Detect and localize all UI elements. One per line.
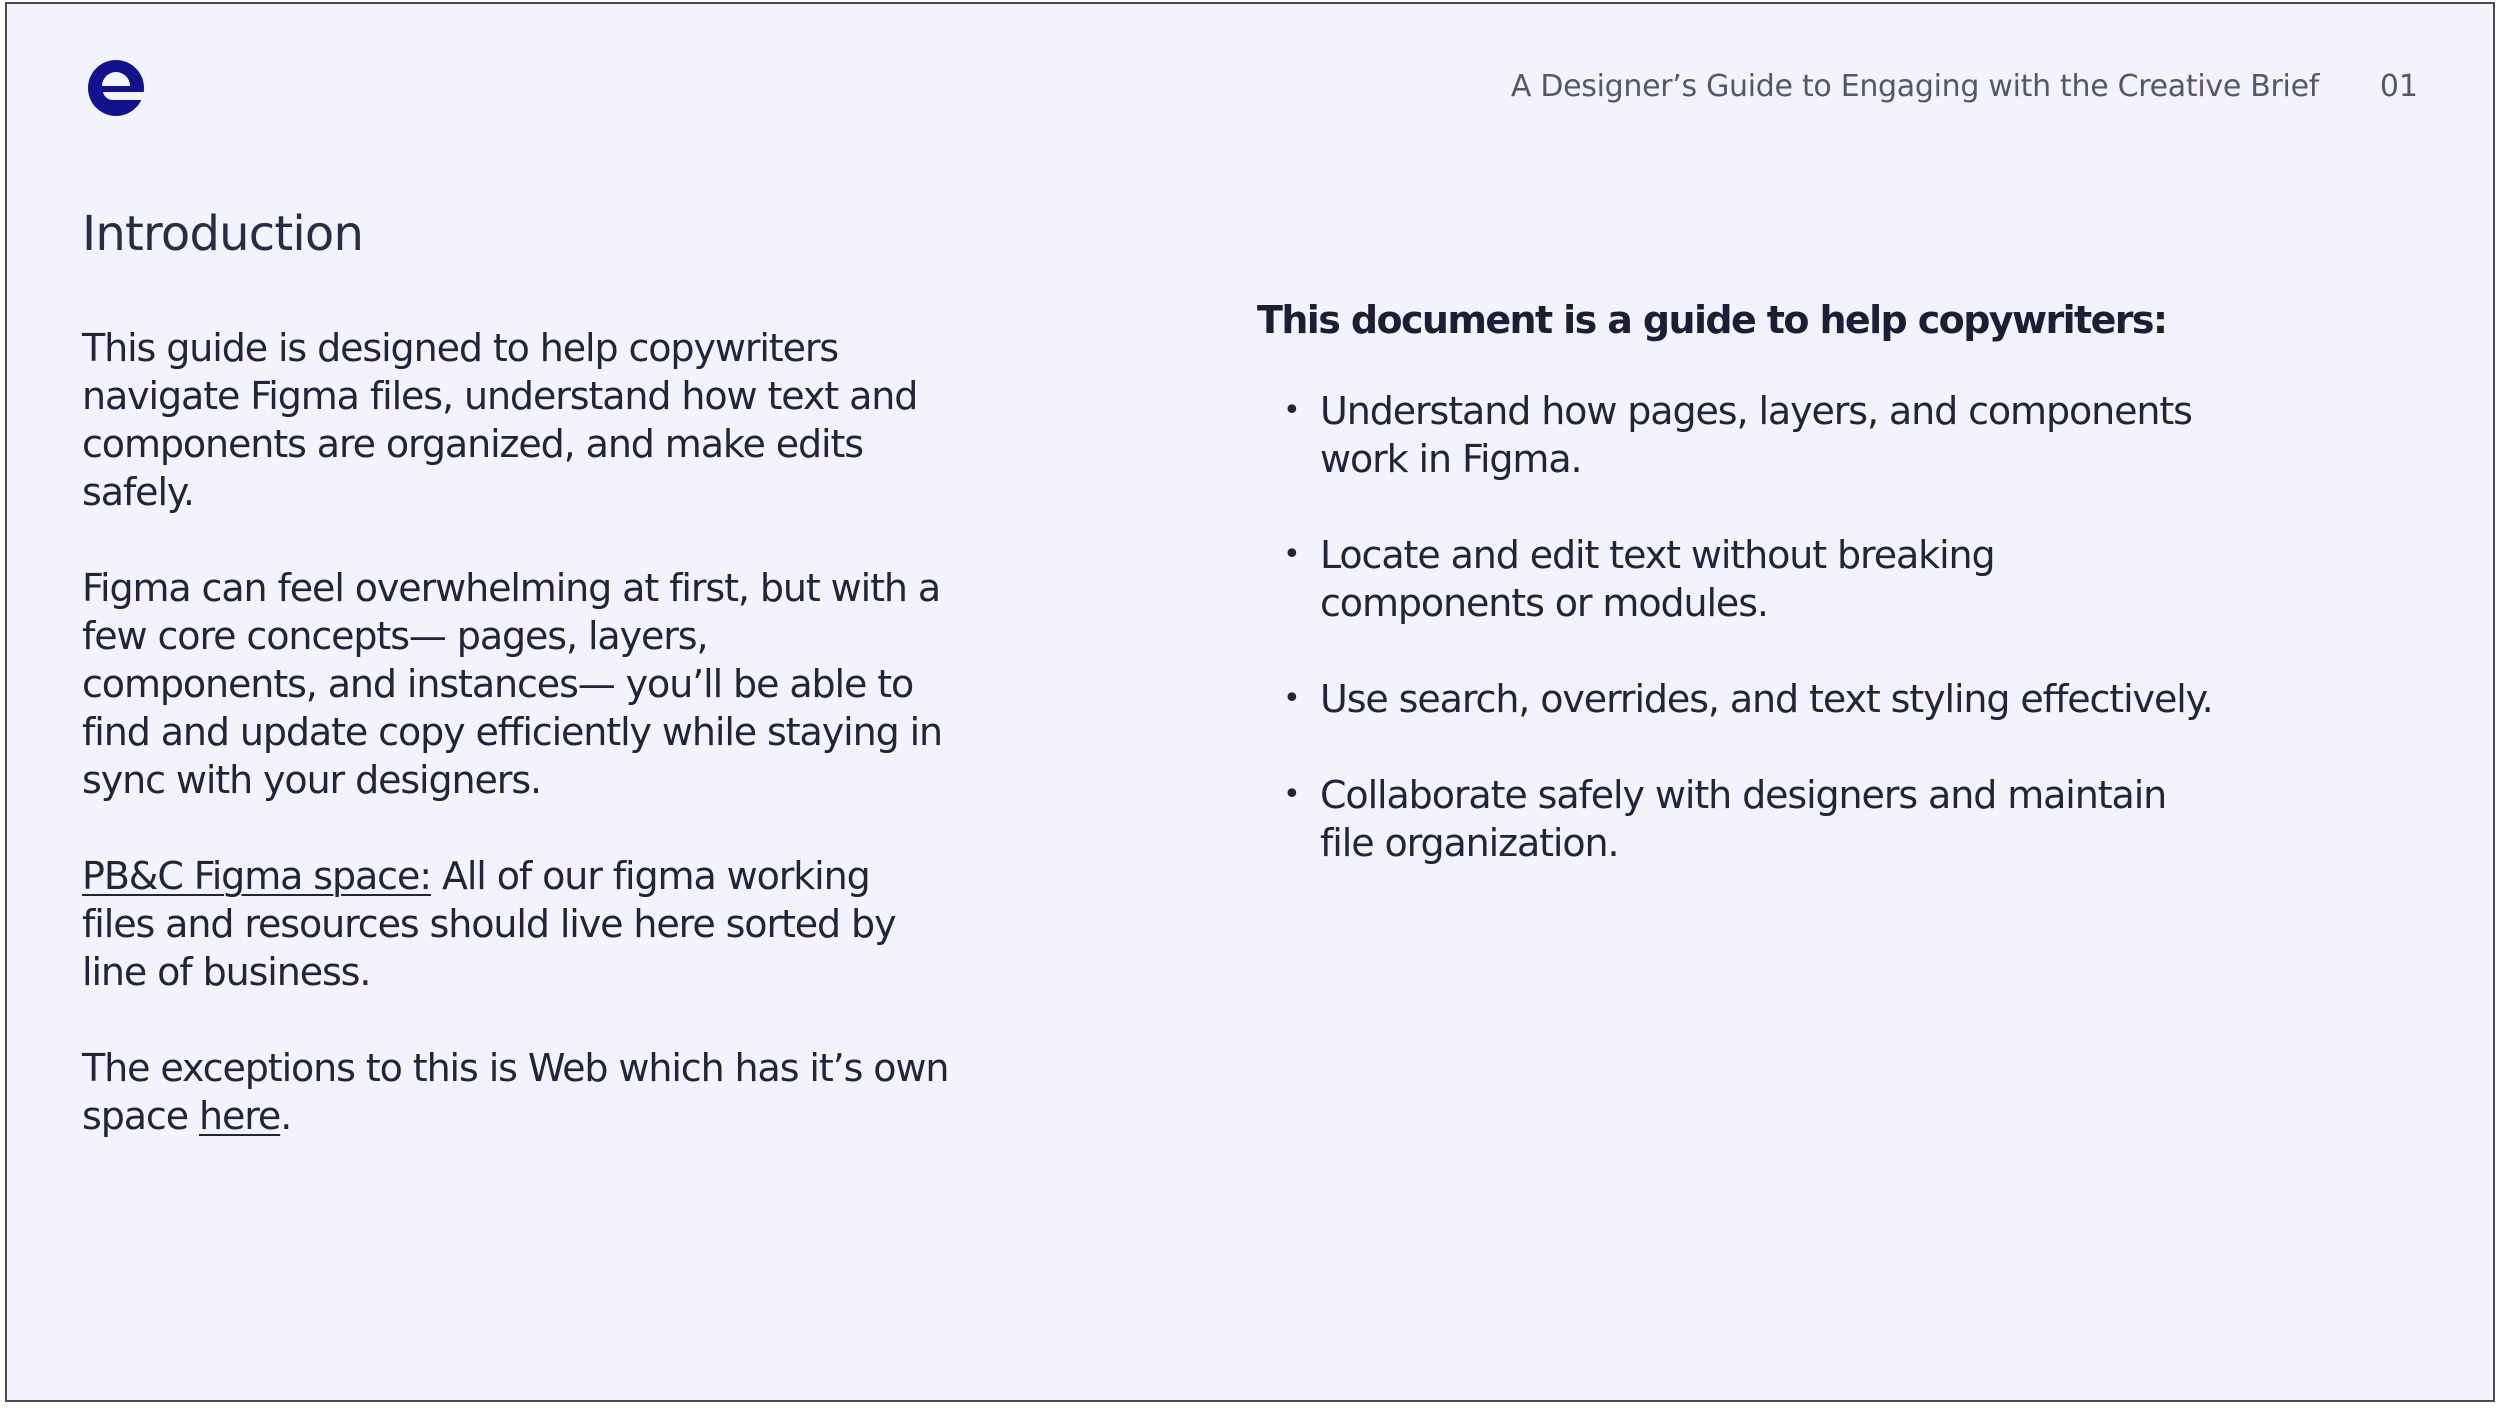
intro-heading: Introduction [82, 206, 364, 262]
figma-space-link[interactable]: PB&C Figma space: [82, 854, 431, 898]
web-exception-end: . [280, 1094, 292, 1138]
bullet-icon: • [1283, 681, 1300, 716]
web-space-link[interactable]: here [198, 1094, 281, 1138]
guide-bullet-list [1257, 387, 2457, 867]
bullet-icon: • [1283, 393, 1300, 428]
list-item [1257, 771, 2200, 867]
list-item-text: Use search, overrides, and text styling effectively. [1320, 677, 2213, 721]
web-exception-text: The exceptions to this is Web which has it’s own space [82, 1046, 949, 1138]
bullet-icon: • [1283, 537, 1300, 572]
list-item [1257, 387, 2200, 483]
brand-logo-icon [84, 56, 148, 120]
slide [5, 2, 2495, 1402]
bullet-icon: • [1283, 777, 1300, 812]
intro-paragraph-4 [82, 1044, 952, 1140]
intro-paragraph-1: This guide is designed to help copywriters navigate Figma files, understand how text and components are organized, and make edits safely. [82, 326, 918, 514]
page-number: 01 [2379, 69, 2418, 104]
list-item-text: Locate and edit text without breaking components or modules. [1320, 533, 1995, 625]
guide-column [1257, 296, 2457, 915]
list-item-text: Understand how pages, layers, and components work in Figma. [1320, 389, 2192, 481]
list-item-text: Collaborate safely with designers and maintain file organization. [1320, 773, 2167, 865]
intro-paragraph-3 [82, 852, 952, 996]
document-title: A Designer’s Guide to Engaging with the Creative Brief [1510, 69, 2319, 104]
list-item [1257, 675, 2320, 723]
guide-heading: This document is a guide to help copywriters: [1257, 298, 2167, 342]
intro-paragraph-2: Figma can feel overwhelming at first, but with a few core concepts— pages, layers, components, and instances— you’ll be able to find and update copy efficiently while staying in sync with your designers. [82, 566, 943, 802]
figma-space-description: All of our figma working files and resources should live here sorted by line of business. [82, 854, 896, 994]
list-item [1257, 531, 2200, 627]
intro-text-column [82, 324, 952, 1188]
